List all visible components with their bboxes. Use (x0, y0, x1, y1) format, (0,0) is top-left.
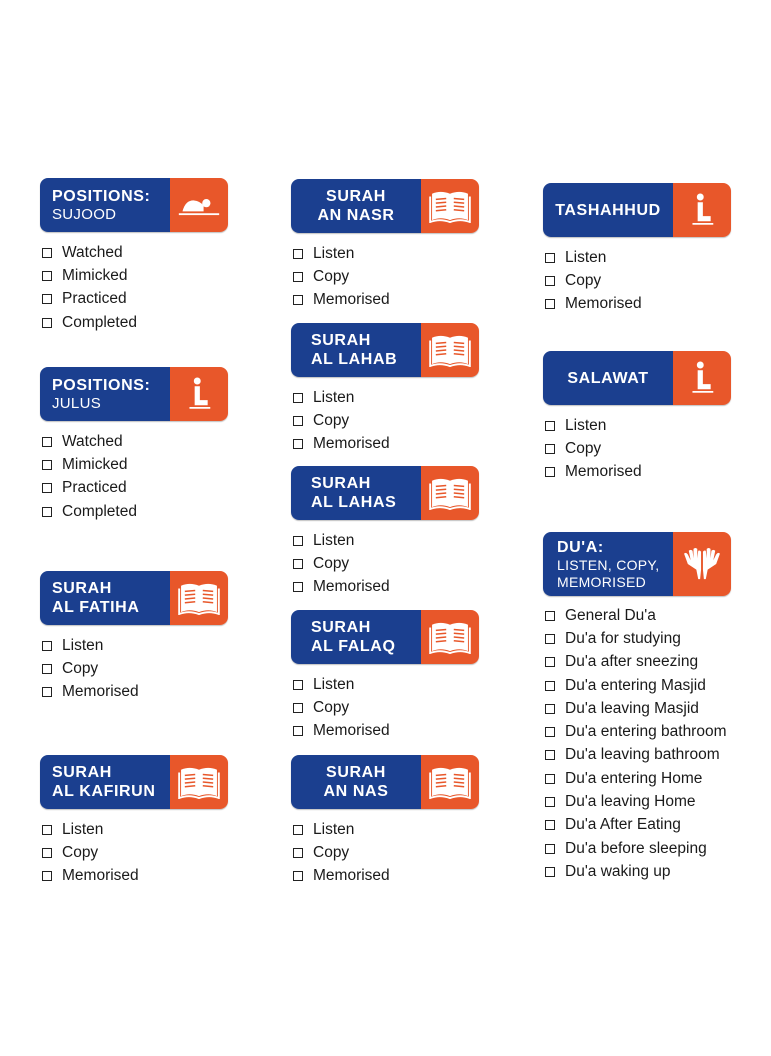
item-label: Memorised (565, 295, 642, 313)
checklist-item (42, 634, 228, 657)
item-label: Listen (313, 531, 355, 549)
item-label: Listen (313, 820, 355, 838)
checkbox[interactable] (42, 507, 52, 517)
item-label: Listen (313, 388, 355, 406)
checklist-item (293, 696, 479, 719)
section-salawat (543, 351, 731, 484)
open-book-icon (178, 581, 220, 615)
item-label: Practiced (62, 290, 127, 308)
item-label: Du'a leaving bathroom (565, 746, 720, 764)
checkbox[interactable] (293, 825, 303, 835)
item-label: Memorised (62, 683, 139, 701)
raised-hands-icon (681, 547, 723, 581)
item-label: Copy (565, 271, 602, 289)
prostrating-person-icon (177, 191, 221, 219)
checkbox[interactable] (293, 393, 303, 403)
checkbox[interactable] (293, 680, 303, 690)
checkbox[interactable] (42, 687, 52, 697)
checklist (545, 246, 731, 316)
checklist-item (293, 552, 479, 575)
checkbox[interactable] (293, 295, 303, 305)
checklist-item (42, 865, 228, 888)
item-label: Copy (313, 843, 350, 861)
checklist (293, 386, 479, 456)
checkbox[interactable] (42, 271, 52, 281)
section-title: SALAWAT (567, 369, 649, 387)
checklist-item (545, 697, 731, 720)
checklist-item (545, 790, 731, 813)
open-book-icon (429, 620, 471, 654)
item-label: Memorised (313, 867, 390, 885)
checkbox[interactable] (545, 421, 555, 431)
item-label: Practiced (62, 479, 127, 497)
checkbox[interactable] (293, 272, 303, 282)
item-label: Listen (313, 675, 355, 693)
checklist-item (545, 744, 731, 767)
checklist-item (545, 461, 731, 484)
section-title: SURAH (311, 332, 371, 349)
section-al-lahas (291, 466, 479, 599)
item-label: Du'a for studying (565, 629, 681, 647)
item-label: Memorised (565, 463, 642, 481)
item-label: Memorised (62, 867, 139, 885)
item-label: Mimicked (62, 455, 128, 473)
section-an-nasr (291, 179, 479, 312)
checkbox[interactable] (545, 797, 555, 807)
checklist-item (42, 818, 228, 841)
item-label: Mimicked (62, 266, 128, 284)
checkbox[interactable] (42, 318, 52, 328)
checkbox[interactable] (42, 825, 52, 835)
checkbox[interactable] (293, 249, 303, 259)
item-label: Du'a entering Masjid (565, 676, 706, 694)
sitting-person-icon (186, 375, 212, 413)
item-label: Copy (313, 554, 350, 572)
checkbox[interactable] (545, 727, 555, 737)
checklist-item (42, 241, 228, 264)
al-fatiha-header (40, 571, 228, 625)
checklist-item (545, 860, 731, 883)
section-dua (543, 532, 731, 884)
item-label: Listen (62, 820, 104, 838)
checklist-item (545, 246, 731, 269)
checklist-item (293, 242, 479, 265)
item-label: Copy (313, 267, 350, 285)
item-label: Copy (313, 698, 350, 716)
sitting-person-icon (689, 359, 715, 397)
sujood-header (40, 178, 228, 232)
section-title-line2: AL FATIHA (52, 599, 140, 616)
item-label: Listen (565, 248, 607, 266)
checkbox[interactable] (545, 750, 555, 760)
checkbox[interactable] (42, 437, 52, 447)
checkbox[interactable] (293, 726, 303, 736)
checklist-item (42, 657, 228, 680)
checkbox[interactable] (42, 248, 52, 258)
section-tashahhud (543, 183, 731, 316)
item-label: Du'a before sleeping (565, 839, 707, 857)
section-al-fatiha (40, 571, 228, 704)
checklist-item (545, 674, 731, 697)
checkbox[interactable] (545, 844, 555, 854)
section-subtitle: SUJOOD (52, 205, 117, 223)
checklist-item (293, 673, 479, 696)
sitting-person-icon (689, 191, 715, 229)
checklist-item (545, 414, 731, 437)
al-lahab-header (291, 323, 479, 377)
checkbox[interactable] (545, 774, 555, 784)
item-label: Watched (62, 432, 123, 450)
item-label: Du'a leaving Masjid (565, 699, 699, 717)
section-title: POSITIONS: (52, 187, 151, 205)
open-book-icon (178, 765, 220, 799)
item-label: Copy (62, 659, 99, 677)
section-title: SURAH (311, 619, 371, 636)
checklist-item (42, 453, 228, 476)
checklist-item (293, 529, 479, 552)
checklist-item (293, 289, 479, 312)
item-label: Listen (313, 244, 355, 262)
open-book-icon (429, 189, 471, 223)
al-kafirun-header (40, 755, 228, 809)
section-an-nas (291, 755, 479, 888)
section-al-kafirun (40, 755, 228, 888)
item-label: Du'a waking up (565, 862, 671, 880)
section-title-line2: AN NASR (317, 207, 395, 224)
item-label: Memorised (313, 722, 390, 740)
checklist-item (545, 437, 731, 460)
checklist-item (545, 293, 731, 316)
item-label: Memorised (313, 435, 390, 453)
checkbox[interactable] (42, 871, 52, 881)
section-title: SURAH (326, 764, 386, 781)
checkbox[interactable] (293, 416, 303, 426)
item-label: Copy (565, 439, 602, 457)
section-julus (40, 367, 228, 523)
tashahhud-header (543, 183, 731, 237)
checklist-item (545, 627, 731, 650)
checklist (545, 414, 731, 484)
checkbox[interactable] (42, 848, 52, 858)
section-al-falaq (291, 610, 479, 743)
checkbox[interactable] (293, 703, 303, 713)
section-title-line2: AL LAHAS (311, 494, 397, 511)
checkbox[interactable] (545, 820, 555, 830)
section-title-line2: AL LAHAB (311, 351, 398, 368)
section-title: SURAH (326, 188, 386, 205)
checklist-item (545, 604, 731, 627)
checklist-item (42, 477, 228, 500)
checkbox[interactable] (545, 467, 555, 477)
checkbox[interactable] (42, 641, 52, 651)
checklist (293, 242, 479, 312)
checkbox[interactable] (545, 299, 555, 309)
checklist-item (42, 500, 228, 523)
checklist-item (42, 841, 228, 864)
checklist-item (293, 865, 479, 888)
item-label: Du'a after sneezing (565, 653, 699, 671)
checklist-item (42, 264, 228, 287)
open-book-icon (429, 476, 471, 510)
item-label: Copy (313, 411, 350, 429)
dua-header (543, 532, 731, 596)
checklist (293, 529, 479, 599)
open-book-icon (429, 765, 471, 799)
item-label: Completed (62, 313, 137, 331)
an-nasr-header (291, 179, 479, 233)
checkbox[interactable] (545, 657, 555, 667)
item-label: Du'a After Eating (565, 816, 681, 834)
item-label: Du'a entering Home (565, 769, 703, 787)
item-label: Du'a leaving Home (565, 793, 696, 811)
checkbox[interactable] (545, 704, 555, 714)
item-label: Copy (62, 843, 99, 861)
checklist-item (42, 311, 228, 334)
checkbox[interactable] (42, 294, 52, 304)
item-label: Memorised (313, 291, 390, 309)
checklist-item (293, 720, 479, 743)
checklist (293, 818, 479, 888)
checklist-item (42, 681, 228, 704)
checkbox[interactable] (545, 253, 555, 263)
checklist-item (293, 386, 479, 409)
section-title: SURAH (52, 764, 112, 781)
checklist (545, 604, 731, 884)
checklist (42, 818, 228, 888)
section-title: DU'A: (557, 538, 604, 556)
section-title: POSITIONS: (52, 376, 151, 394)
section-title: SURAH (311, 475, 371, 492)
al-lahas-header (291, 466, 479, 520)
checklist-item (545, 837, 731, 860)
section-title-line2: AL KAFIRUN (52, 783, 156, 800)
checklist-item (293, 409, 479, 432)
checklist (42, 430, 228, 523)
checkbox[interactable] (293, 582, 303, 592)
item-label: Completed (62, 502, 137, 520)
checkbox[interactable] (293, 439, 303, 449)
section-subtitle: LISTEN, COPY, (557, 556, 660, 573)
checklist-item (42, 430, 228, 453)
section-al-lahab (291, 323, 479, 456)
checkbox[interactable] (293, 848, 303, 858)
checklist-item (545, 814, 731, 837)
checklist (293, 673, 479, 743)
item-label: General Du'a (565, 606, 656, 624)
checkbox[interactable] (42, 664, 52, 674)
section-subtitle: JULUS (52, 394, 102, 412)
checkbox[interactable] (545, 681, 555, 691)
julus-header (40, 367, 228, 421)
checklist (42, 634, 228, 704)
item-label: Listen (62, 636, 104, 654)
al-falaq-header (291, 610, 479, 664)
an-nas-header (291, 755, 479, 809)
salawat-header (543, 351, 731, 405)
checkbox[interactable] (545, 867, 555, 877)
checklist-item (293, 841, 479, 864)
section-title-line2: AN NAS (323, 783, 389, 800)
checkbox[interactable] (293, 559, 303, 569)
item-label: Du'a entering bathroom (565, 723, 727, 741)
checklist-item (545, 720, 731, 743)
checkbox[interactable] (42, 483, 52, 493)
checkbox[interactable] (42, 460, 52, 470)
checkbox[interactable] (545, 634, 555, 644)
checkbox[interactable] (545, 611, 555, 621)
checkbox[interactable] (545, 276, 555, 286)
section-title: TASHAHHUD (555, 201, 661, 219)
checklist (42, 241, 228, 334)
checklist-item (293, 818, 479, 841)
checklist-item (293, 265, 479, 288)
section-title: SURAH (52, 580, 112, 597)
item-label: Listen (565, 416, 607, 434)
checklist-item (545, 269, 731, 292)
checklist-item (545, 651, 731, 674)
section-sujood (40, 178, 228, 334)
item-label: Watched (62, 243, 123, 261)
checklist-item (293, 433, 479, 456)
checkbox[interactable] (293, 536, 303, 546)
section-title-line2: AL FALAQ (311, 638, 396, 655)
section-subtitle-line2: MEMORISED (557, 573, 647, 590)
checklist-item (545, 767, 731, 790)
open-book-icon (429, 333, 471, 367)
item-label: Memorised (313, 578, 390, 596)
checklist-item (42, 288, 228, 311)
checklist-item (293, 576, 479, 599)
checkbox[interactable] (293, 871, 303, 881)
checkbox[interactable] (545, 444, 555, 454)
